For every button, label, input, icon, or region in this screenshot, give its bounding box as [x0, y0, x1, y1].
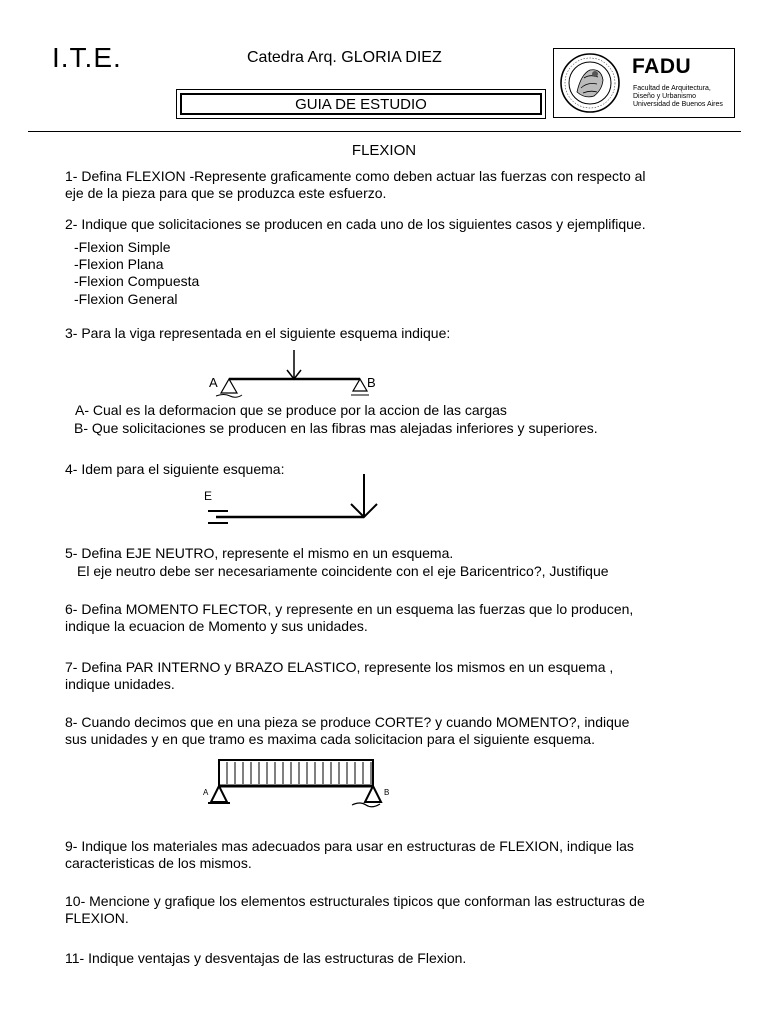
- question-line: caracteristicas de los mismos.: [65, 855, 252, 871]
- question-9: [65, 838, 715, 872]
- document-code: I.T.E.: [52, 42, 122, 73]
- ground-hatch: [216, 395, 242, 398]
- fadu-subtitle-line: Universidad de Buenos Aires: [633, 101, 723, 108]
- question-line: 6- Defina MOMENTO FLECTOR, y represente en un esquema las fuerzas que lo producen,: [65, 601, 634, 617]
- distributed-load-lines: [227, 762, 371, 784]
- question-5: [65, 545, 715, 562]
- topic-title: FLEXION: [351, 142, 417, 159]
- question-2: [65, 216, 715, 233]
- question-line: 4- Idem para el siguiente esquema:: [65, 461, 285, 477]
- sub-item: A- Cual es la deformacion que se produce por la accion de las cargas: [75, 402, 507, 418]
- question-line: 7- Defina PAR INTERNO y BRAZO ELASTICO, represente los mismos en un esquema ,: [65, 659, 614, 675]
- question-line: 11- Indique ventajas y desventajas de las estructuras de Flexion.: [65, 950, 467, 966]
- list-item: -Flexion Compuesta: [74, 273, 200, 289]
- list-item: -Flexion General: [74, 291, 178, 307]
- question-line: eje de la pieza para que se produzca este esfuerzo.: [65, 185, 387, 201]
- guide-title-box: [176, 89, 546, 119]
- question-6: [65, 601, 715, 635]
- question-line: 10- Mencione y grafique los elementos estructurales tipicos que conforman las estructuras de: [65, 893, 645, 909]
- question-line: 3- Para la viga representada en el siguiente esquema indique:: [65, 325, 451, 341]
- question-8: [65, 714, 715, 748]
- question-line: 1- Defina FLEXION -Represente graficamente como deben actuar las fuerzas con respecto al: [65, 168, 646, 184]
- catedra-name: Catedra Arq. GLORIA DIEZ: [247, 49, 442, 66]
- pinned-support: [221, 379, 237, 393]
- fadu-subtitle-line: Facultad de Arquitectura,: [633, 85, 711, 92]
- fixed-support-label: E: [204, 489, 213, 503]
- pinned-support: [211, 786, 227, 802]
- question-line: indique unidades.: [65, 676, 175, 692]
- uba-seal-icon: [557, 52, 623, 114]
- list-item: -Flexion Plana: [74, 256, 164, 272]
- question-line: FLEXION.: [65, 910, 129, 926]
- distributed-load-diagram: [198, 756, 398, 812]
- list-item: -Flexion Simple: [74, 239, 171, 255]
- support-label-b: B: [384, 788, 390, 797]
- question-3: [65, 325, 715, 342]
- ground-hatch: [352, 803, 380, 807]
- question-line: 9- Indique los materiales mas adecuados para usar en estructuras de FLEXION, indique las: [65, 838, 634, 854]
- question-7: [65, 659, 715, 693]
- question-line: indique la ecuacion de Momento y sus unidades.: [65, 618, 368, 634]
- fadu-title: FADU: [632, 55, 692, 78]
- fadu-logo: [553, 48, 735, 118]
- question-line: 2- Indique que solicitaciones se producen en cada uno de los siguientes casos y ejemplifique.: [65, 216, 646, 232]
- support-label-a: A: [209, 375, 218, 390]
- support-label-b: B: [367, 375, 376, 390]
- guide-title: GUIA DE ESTUDIO: [180, 93, 542, 115]
- question-line: 8- Cuando decimos que en una pieza se produce CORTE? y cuando MOMENTO?, indique: [65, 714, 630, 730]
- roller-support: [365, 786, 381, 802]
- distributed-load-block: [219, 760, 373, 786]
- question-line: sus unidades y en que tramo es maxima cada solicitacion para el siguiente esquema.: [65, 731, 595, 747]
- question-1: [65, 168, 715, 202]
- beam-diagram-1: [200, 346, 390, 404]
- fadu-subtitle-line: Diseño y Urbanismo: [633, 93, 697, 100]
- question-11: [65, 950, 715, 967]
- question-line: 5- Defina EJE NEUTRO, represente el mismo en un esquema.: [65, 545, 454, 561]
- support-label-a: A: [203, 788, 209, 797]
- roller-support: [353, 379, 367, 391]
- question-4: [65, 461, 715, 478]
- sub-item: El eje neutro debe ser necesariamente coincidente con el eje Baricentrico?, Justifique: [77, 563, 609, 579]
- header-divider: [28, 131, 741, 132]
- question-10: [65, 893, 715, 927]
- cantilever-diagram: [198, 472, 388, 532]
- sub-item: B- Que solicitaciones se producen en las fibras mas alejadas inferiores y superiores.: [74, 420, 598, 436]
- fadu-subtitle: [633, 85, 723, 109]
